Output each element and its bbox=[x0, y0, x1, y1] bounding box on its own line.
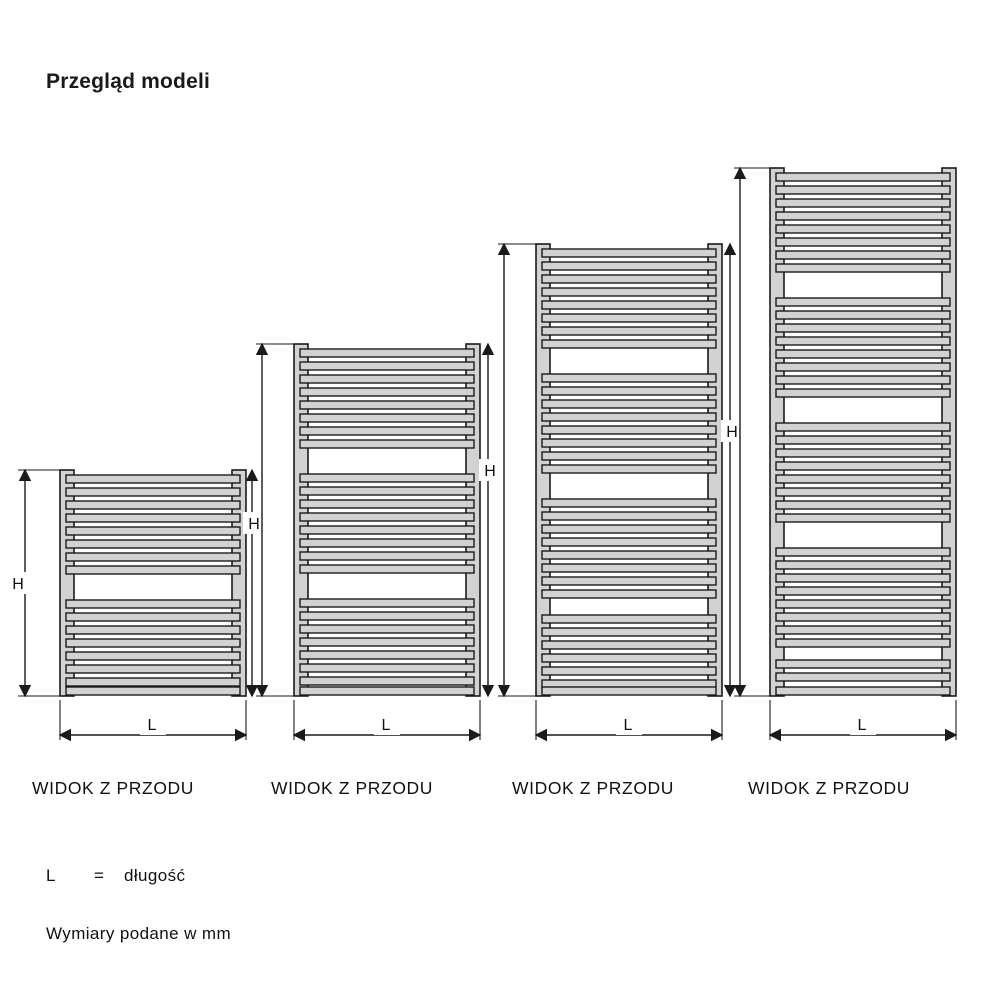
model-1-height-label: H bbox=[12, 576, 24, 593]
model-3-length-label: L bbox=[623, 717, 633, 734]
page-title: Przegląd modeli bbox=[46, 70, 211, 93]
model-2-height-label: H bbox=[484, 463, 496, 480]
legend-units-note: Wymiary podane w mm bbox=[46, 924, 232, 943]
model-1-drawing bbox=[8, 470, 265, 740]
model-1-length-label: L bbox=[147, 717, 157, 734]
legend-length-symbol: L bbox=[46, 866, 56, 885]
model-1-caption: WIDOK Z PRZODU bbox=[32, 778, 195, 798]
model-3-height-label: H bbox=[726, 424, 738, 441]
model-4-caption: WIDOK Z PRZODU bbox=[748, 778, 911, 798]
model-4-drawing bbox=[734, 168, 956, 740]
legend-length-meaning: długość bbox=[124, 866, 186, 885]
model-4-length-label: L bbox=[857, 717, 867, 734]
model-3-caption: WIDOK Z PRZODU bbox=[512, 778, 675, 798]
model-2-caption: WIDOK Z PRZODU bbox=[271, 778, 434, 798]
model-2-length-label: L bbox=[381, 717, 391, 734]
svg-text:H: H bbox=[248, 516, 260, 533]
model-3-drawing bbox=[498, 244, 743, 740]
legend-equals-sign: = bbox=[94, 866, 105, 885]
model-2-drawing bbox=[256, 344, 501, 740]
